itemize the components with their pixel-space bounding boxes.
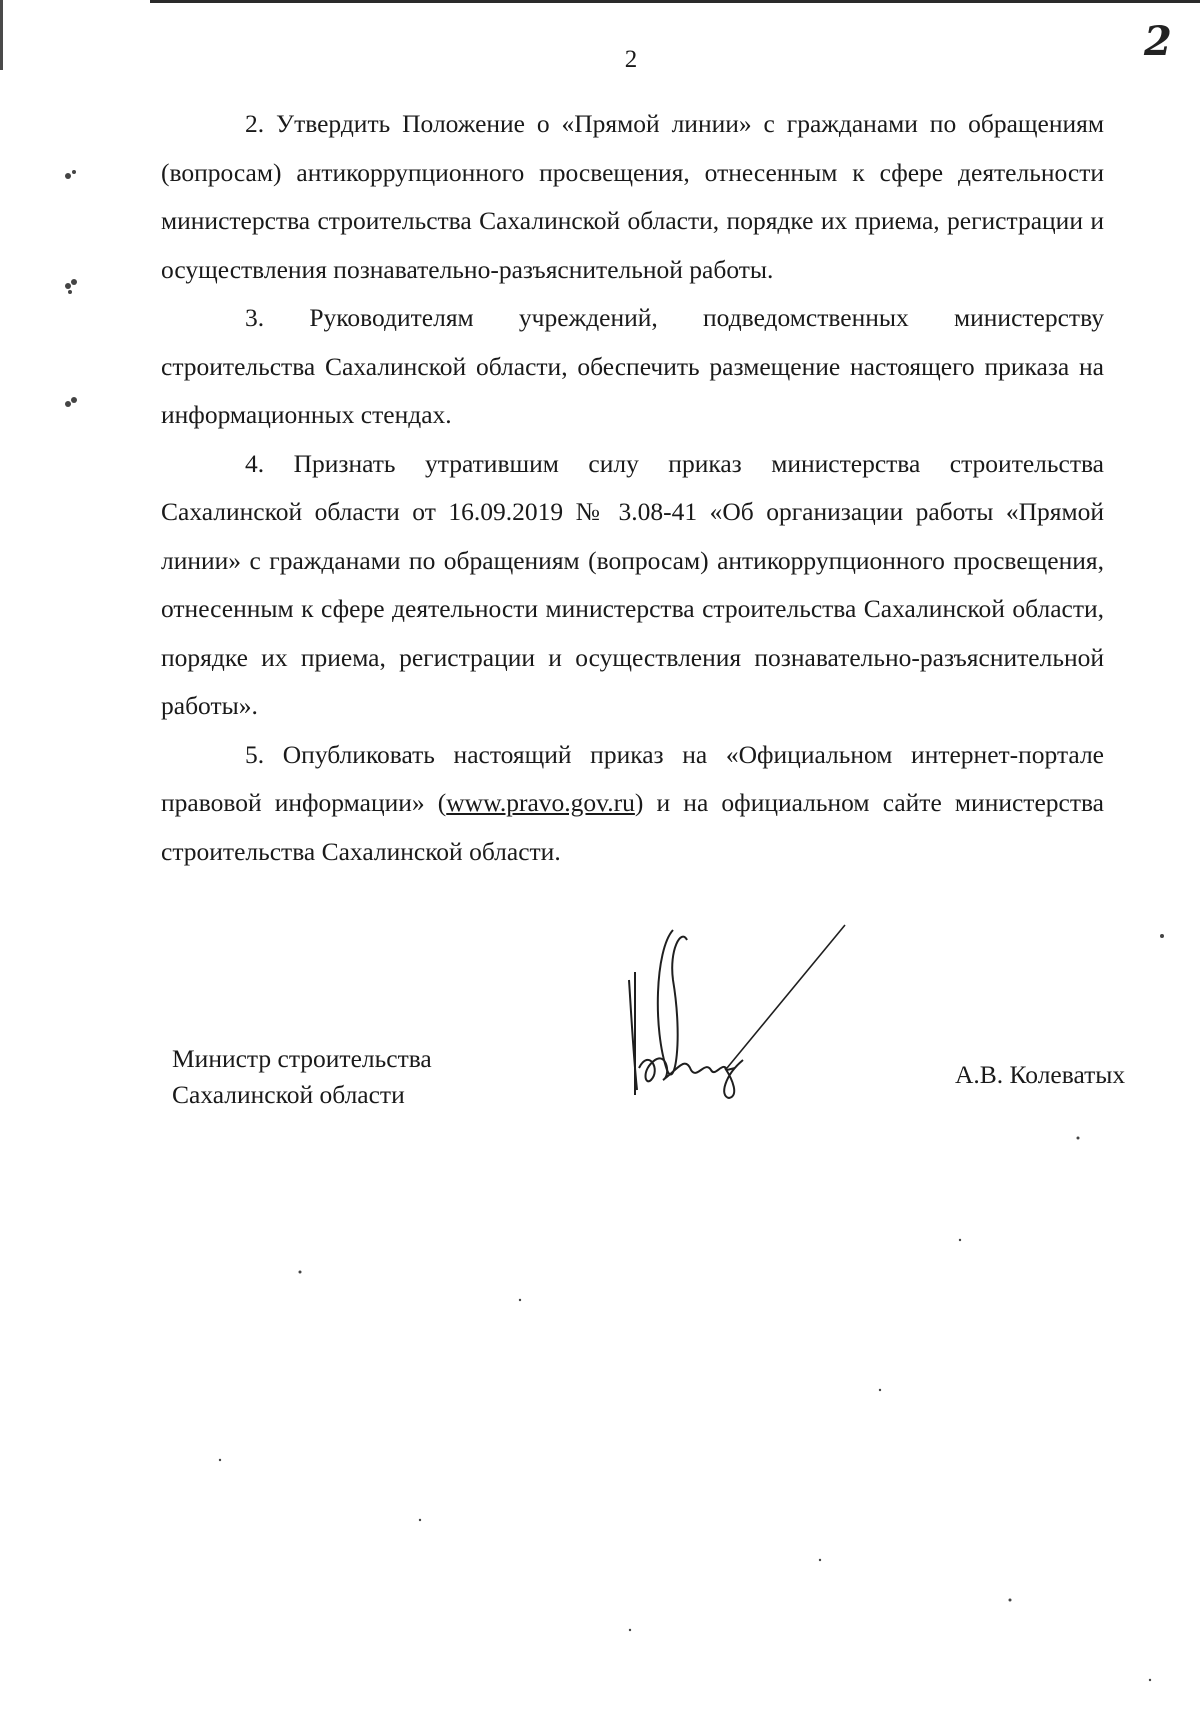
handwritten-signature — [615, 920, 855, 1110]
scan-top-edge — [150, 0, 1200, 3]
position-line-2: Сахалинской области — [172, 1080, 405, 1109]
paragraph-item-2: 2. Утвердить Положение о «Прямой линии» с гражданами по обращениям (вопросам) антикоррупционного просвещения, отнесенным к сфере деятельности министерства строительства Сахалинской области, порядке их приема, регистрации и осуществления познавательно-разъяснительной работы. — [161, 109, 1104, 284]
pravo-gov-link[interactable]: www.pravo.gov.ru — [446, 788, 635, 817]
paragraph-5-text-end: ) и на официальном сайте министерства строительства Сахалинской области. — [161, 788, 1104, 866]
signatory-position — [172, 1041, 432, 1113]
handwritten-page-mark: 2 — [1144, 18, 1172, 65]
paragraph-item-5 — [161, 731, 1104, 877]
order-body — [161, 100, 1104, 876]
signatory-name: А.В. Колеватых — [955, 1060, 1126, 1089]
position-line-1: Министр строительства — [172, 1044, 432, 1073]
paragraph-item-4: 4. Признать утратившим силу приказ министерства строительства Сахалинской области от 16.09.2019 № 3.08-41 «Об организации работы «Прямой линии» с гражданами по обращениям (вопросам) антикоррупционного просвещения, отнесенным к сфере деятельности министерства строительства Сахалинской области, порядке их приема, регистрации и осуществления познавательно-разъяснительной работы». — [161, 448, 1104, 720]
page-number: 2 — [624, 46, 638, 73]
paragraph-5-text-start: 5. Опубликовать настоящий приказ на «Официальном интернет-портале правовой информации» ( — [161, 739, 1104, 817]
paragraph-item-3: 3. Руководителям учреждений, подведомственных министерству строительства Сахалинской области, обеспечить размещение настоящего приказа на информационных стендах. — [161, 303, 1104, 429]
